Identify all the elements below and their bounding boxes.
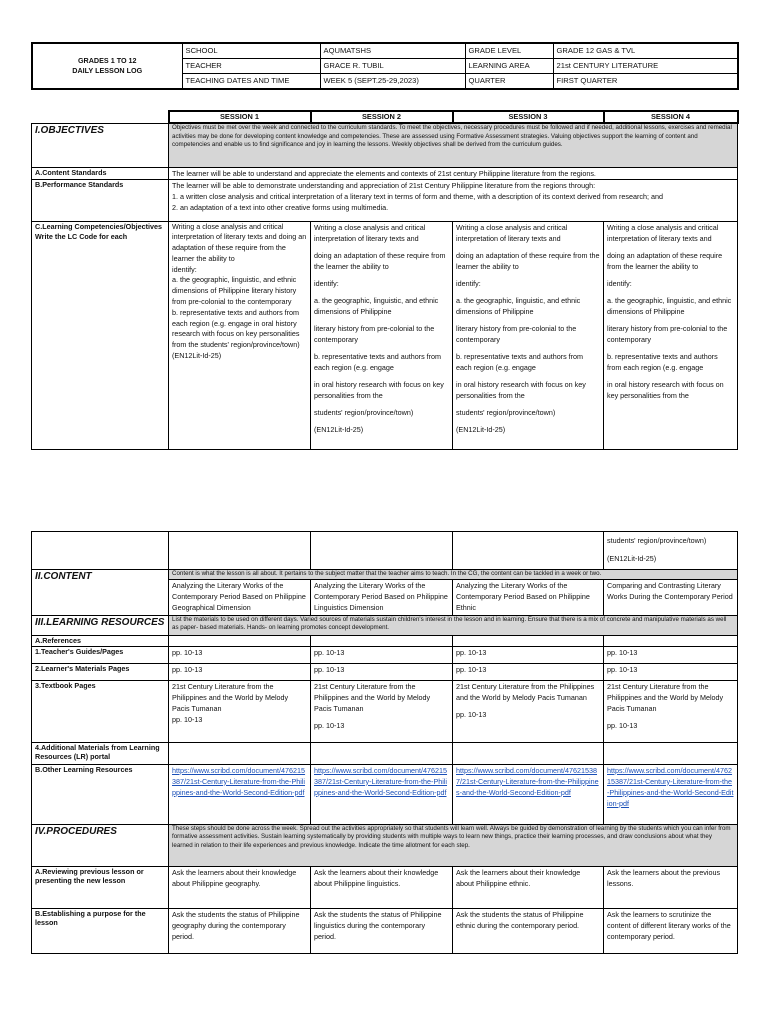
content-session-3: Analyzing the Literary Works of the Contemporary Period Based on Philippine Ethnic bbox=[453, 579, 604, 615]
procedures-note: These steps should be done across the week. Spread out the activities appropriately so that students will learn well. Always be guided by demonstration of learning by the students which you can infer from formative assessment activities. Sustain learning systematically by providing students with multiple ways to learn new things, practice their learning processes, and draw conclusions about what they learned in relation to their life experiences and previous knowledge. Indicate the time allotment for each step. bbox=[169, 824, 738, 866]
reviewing-session-1: Ask the learners about their knowledge about Philippine geography. bbox=[169, 866, 311, 908]
empty-cell bbox=[604, 635, 738, 646]
resource-link-session-1[interactable] bbox=[169, 764, 311, 824]
empty-cell bbox=[453, 742, 604, 764]
continued-blank bbox=[311, 532, 453, 570]
comp-s3-line: identify: bbox=[456, 278, 481, 288]
textbook-title: 21st Century Literature from the Philippines and the World by Melody Pacis Tumanan bbox=[456, 681, 595, 702]
comp-s2-line: literary history from pre-colonial to the contemporary bbox=[314, 323, 435, 344]
continued-blank bbox=[32, 532, 169, 570]
grade-level-label: GRADE LEVEL bbox=[465, 43, 553, 59]
textbook-session-1 bbox=[169, 680, 311, 742]
comp-s3-line: (EN12Lit-Id-25) bbox=[456, 424, 506, 434]
purpose-label: B.Establishing a purpose for the lesson bbox=[32, 908, 169, 953]
lm-session-4: pp. 10-13 bbox=[604, 663, 738, 680]
competencies-label: C.Learning Competencies/Objectives Write the LC Code for each bbox=[32, 221, 169, 449]
textbook-pages: pp. 10-13 bbox=[607, 720, 638, 730]
comp-s4-line: literary history from pre-colonial to the contemporary bbox=[607, 323, 728, 344]
competencies-session-3 bbox=[453, 221, 604, 449]
tg-session-4: pp. 10-13 bbox=[604, 646, 738, 663]
textbook-title: 21st Century Literature from the Philippines and the World by Melody Pacis Tumanan bbox=[314, 681, 431, 713]
teacher-label: TEACHER bbox=[182, 59, 320, 74]
document-title-text: GRADES 1 TO 12 DAILY LESSON LOG bbox=[72, 56, 143, 75]
lesson-log-header bbox=[31, 42, 739, 90]
comp-s4-line: Writing a close analysis and critical interpretation of literary texts and bbox=[607, 222, 719, 243]
empty-cell bbox=[453, 635, 604, 646]
quarter-value: FIRST QUARTER bbox=[553, 74, 738, 90]
reviewing-session-4: Ask the learners about the previous lessons. bbox=[604, 866, 738, 908]
lesson-details-table bbox=[31, 531, 738, 954]
comp-s2-line: (EN12Lit-Id-25) bbox=[314, 424, 364, 434]
session-corner bbox=[32, 111, 169, 123]
comp-s4-line: a. the geographic, linguistic, and ethnic dimensions of Philippine bbox=[607, 295, 732, 316]
teachers-guide-label: 1.Teacher's Guides/Pages bbox=[32, 646, 169, 663]
purpose-session-1: Ask the students the status of Philippine geography during the contemporary period. bbox=[169, 908, 311, 953]
textbook-session-4 bbox=[604, 680, 738, 742]
content-standards-text: The learner will be able to understand and appreciate the elements and contexts of 21st century Philippine literature from the regions. bbox=[169, 167, 738, 179]
content-note: Content is what the lesson is all about. It pertains to the subject matter that the teacher aims to teach. In the CG, the content can be tackled in a week or two. bbox=[169, 570, 738, 580]
content-heading: II.CONTENT bbox=[32, 570, 169, 616]
purpose-session-3: Ask the students the status of Philippine ethnic during the contemporary period. bbox=[453, 908, 604, 953]
textbook-pages: pp. 10-13 bbox=[314, 720, 345, 730]
empty-cell bbox=[169, 742, 311, 764]
performance-standards-item-2: 2. an adaptation of a text into other creative forms using multimedia. bbox=[172, 202, 389, 212]
school-label: SCHOOL bbox=[182, 43, 320, 59]
session-3-header: SESSION 3 bbox=[453, 111, 604, 123]
content-session-4: Comparing and Contrasting Literary Works During the Contemporary Period bbox=[604, 579, 738, 615]
textbook-title: 21st Century Literature from the Philippines and the World by Melody Pacis Tumanan bbox=[607, 681, 724, 713]
additional-materials-label: 4.Additional Materials from Learning Resources (LR) portal bbox=[32, 742, 169, 764]
school-value: AQUMATSHS bbox=[320, 43, 465, 59]
comp-s4-line: doing an adaptation of these require from the learner the ability to bbox=[607, 250, 723, 271]
performance-standards-label: B.Performance Standards bbox=[32, 179, 169, 221]
resource-link-session-4[interactable] bbox=[604, 764, 738, 824]
session-1-header: SESSION 1 bbox=[169, 111, 311, 123]
content-standards-label: A.Content Standards bbox=[32, 167, 169, 179]
textbook-pages: pp. 10-13 bbox=[456, 709, 487, 719]
grade-level-value: GRADE 12 GAS & TVL bbox=[553, 43, 738, 59]
procedures-heading: IV.PROCEDURES bbox=[32, 824, 169, 866]
resource-link-session-3[interactable] bbox=[453, 764, 604, 824]
competencies-session-1 bbox=[169, 221, 311, 449]
references-label: A.References bbox=[32, 635, 169, 646]
comp-s2-line: identify: bbox=[314, 278, 339, 288]
scribd-link[interactable]: https://www.scribd.com/document/476215387/21st-Century-Literature-from-the-Philippines-and-the-World-Second-Edition-pdf bbox=[607, 765, 734, 808]
comp-s3-line: a. the geographic, linguistic, and ethnic dimensions of Philippine bbox=[456, 295, 581, 316]
other-resources-label: B.Other Learning Resources bbox=[32, 764, 169, 824]
reviewing-session-3: Ask the learners about their knowledge about Philippine ethnic. bbox=[453, 866, 604, 908]
performance-standards-text bbox=[169, 179, 738, 221]
scribd-link[interactable]: https://www.scribd.com/document/476215387/21st-Century-Literature-from-the-Philippines-and-the-World-Second-Edition-pdf bbox=[456, 765, 599, 797]
continued-blank bbox=[169, 532, 311, 570]
empty-cell bbox=[604, 742, 738, 764]
reviewing-session-2: Ask the learners about their knowledge about Philippine linguistics. bbox=[311, 866, 453, 908]
learning-area-value: 21st CENTURY LITERATURE bbox=[553, 59, 738, 74]
comp-s2-line: students' region/province/town) bbox=[314, 407, 414, 417]
lm-session-2: pp. 10-13 bbox=[311, 663, 453, 680]
textbook-pages: pp. 10-13 bbox=[172, 714, 203, 724]
comp-s4-line: in oral history research with focus on key personalities from the bbox=[607, 379, 724, 400]
document-title bbox=[32, 43, 182, 89]
teacher-value: GRACE R. TUBIL bbox=[320, 59, 465, 74]
resources-note: List the materials to be used on different days. Varied sources of materials sustain children's interest in the lesson and in learning. Ensure that there is a mix of concrete and manipulative materials as well as paper- based materials. Hands- on learning promotes concept development. bbox=[169, 615, 738, 635]
comp-s2-line: doing an adaptation of these require from the learner the ability to bbox=[314, 250, 446, 271]
lm-session-3: pp. 10-13 bbox=[453, 663, 604, 680]
comp-s3-line: doing an adaptation of these require from the learner the ability to bbox=[456, 250, 600, 271]
comp-s3-line: Writing a close analysis and critical interpretation of literary texts and bbox=[456, 222, 568, 243]
competencies-session-4-continued bbox=[604, 532, 738, 570]
lm-session-1: pp. 10-13 bbox=[169, 663, 311, 680]
comp-s3-line: b. representative texts and authors from each region (e.g. engage bbox=[456, 351, 584, 372]
teaching-dates-label: TEACHING DATES AND TIME bbox=[182, 74, 320, 90]
learners-materials-label: 2.Learner's Materials Pages bbox=[32, 663, 169, 680]
comp-s4-cont-line: (EN12Lit-Id-25) bbox=[607, 554, 657, 563]
content-session-2: Analyzing the Literary Works of the Contemporary Period Based on Philippine Linguistics Dimension bbox=[311, 579, 453, 615]
scribd-link[interactable]: https://www.scribd.com/document/476215387/21st-Century-Literature-from-the-Philippines-and-the-World-Second-Edition-pdf bbox=[314, 765, 448, 797]
scribd-link[interactable]: https://www.scribd.com/document/476215387/21st-Century-Literature-from-the-Philippines-and-the-World-Second-Edition-pdf bbox=[172, 765, 306, 797]
comp-s4-line: b. representative texts and authors from each region (e.g. engage bbox=[607, 351, 718, 372]
teaching-dates-value: WEEK 5 (SEPT.25-29,2023) bbox=[320, 74, 465, 90]
purpose-session-4: Ask the learners to scrutinize the content of different literary works of the contemporary period. bbox=[604, 908, 738, 953]
comp-s3-line: literary history from pre-colonial to the contemporary bbox=[456, 323, 577, 344]
comp-s4-line: identify: bbox=[607, 278, 632, 288]
quarter-label: QUARTER bbox=[465, 74, 553, 90]
comp-s2-line: Writing a close analysis and critical interpretation of literary texts and bbox=[314, 222, 426, 243]
resource-link-session-2[interactable] bbox=[311, 764, 453, 824]
tg-session-2: pp. 10-13 bbox=[311, 646, 453, 663]
session-4-header: SESSION 4 bbox=[604, 111, 738, 123]
comp-s2-line: in oral history research with focus on key personalities from the bbox=[314, 379, 444, 400]
tg-session-1: pp. 10-13 bbox=[169, 646, 311, 663]
textbook-session-3 bbox=[453, 680, 604, 742]
session-2-header: SESSION 2 bbox=[311, 111, 453, 123]
empty-cell bbox=[311, 635, 453, 646]
comp-s3-line: students' region/province/town) bbox=[456, 407, 556, 417]
textbook-session-2 bbox=[311, 680, 453, 742]
comp-s4-cont-line: students' region/province/town) bbox=[607, 536, 707, 545]
empty-cell bbox=[311, 742, 453, 764]
continued-blank bbox=[453, 532, 604, 570]
learning-area-label: LEARNING AREA bbox=[465, 59, 553, 74]
resources-heading: III.LEARNING RESOURCES bbox=[32, 615, 169, 635]
comp-s2-line: b. representative texts and authors from each region (e.g. engage bbox=[314, 351, 442, 372]
tg-session-3: pp. 10-13 bbox=[453, 646, 604, 663]
objectives-note: Objectives must be met over the week and connected to the curriculum standards. To meet the objectives, necessary procedures must be followed and if needed, additional lessons, exercises and remedial activities may be done for developing content knowledge and competencies. These are assessed using Formative Assessment strategies. Valuing objectives support the learning of content and competencies and enable us to find significance and joy in learning the lessons. Weekly objectives shall be derived from the curriculum guides. bbox=[169, 123, 738, 167]
empty-cell bbox=[169, 635, 311, 646]
purpose-session-2: Ask the students the status of Philippine linguistics during the contemporary period. bbox=[311, 908, 453, 953]
objectives-heading: I.OBJECTIVES bbox=[32, 123, 169, 167]
performance-standards-intro: The learner will be able to demonstrate understanding and appreciation of 21st Century Philippine literature from the regions through: bbox=[172, 180, 596, 190]
reviewing-label: A.Reviewing previous lesson or presenting the new lesson bbox=[32, 866, 169, 908]
textbook-title: 21st Century Literature from the Philippines and the World by Melody Pacis Tumanan bbox=[172, 681, 289, 713]
comp-s2-line: a. the geographic, linguistic, and ethnic dimensions of Philippine bbox=[314, 295, 439, 316]
competencies-session-1-text: Writing a close analysis and critical interpretation of literary texts and doing an adaptation of these require from the learner the ability to identify: a. the geographic, linguistic, and ethnic dimensions of Philippine literary history from pre-colonial to the contemporary b. representative texts and authors from each region (e.g. engage in oral history research with focus on key personalities from the students' region/province/town) (EN12Lit-Id-25) bbox=[172, 221, 307, 361]
performance-standards-item-1: 1. a written close analysis and critical interpretation of a literary text in terms of form and theme, with a description of its context derived from research; and bbox=[172, 191, 663, 201]
comp-s3-line: in oral history research with focus on key personalities from the bbox=[456, 379, 586, 400]
content-session-1: Analyzing the Literary Works of the Contemporary Period Based on Philippine Geographical Dimension bbox=[169, 579, 311, 615]
textbook-label: 3.Textbook Pages bbox=[32, 680, 169, 742]
competencies-session-2 bbox=[311, 221, 453, 449]
objectives-table bbox=[31, 110, 739, 450]
competencies-session-4 bbox=[604, 221, 738, 449]
